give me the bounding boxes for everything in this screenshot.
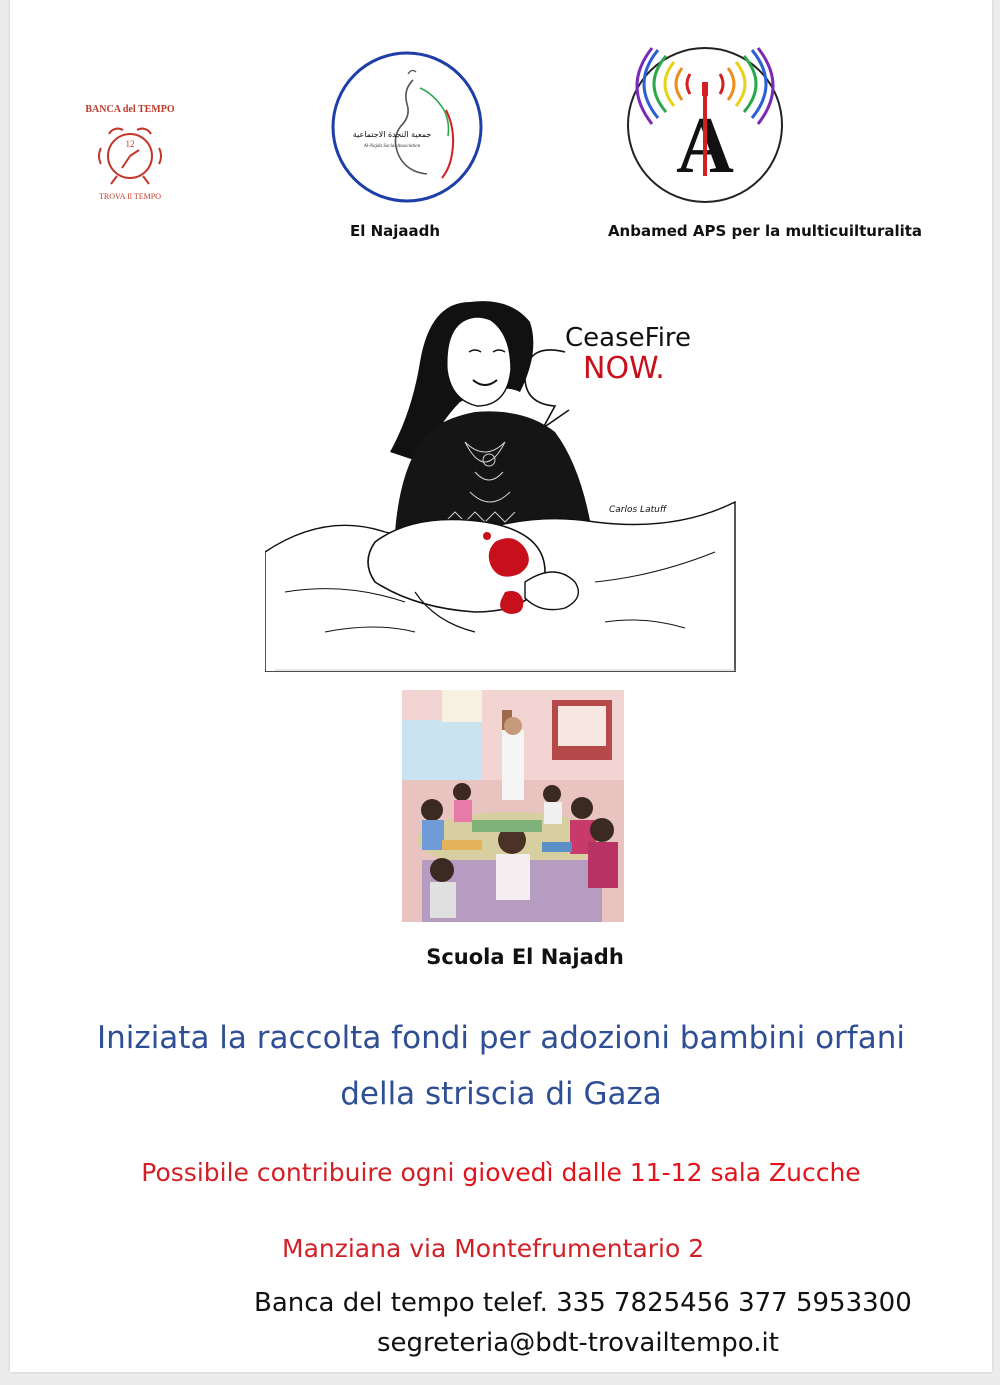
contribute-emphasis: giovedì dalle 11-12 sala Zucche	[462, 1158, 861, 1187]
phone-line: Banca del tempo telef. 335 7825456 377 5953300	[254, 1288, 912, 1318]
najaadh-emblem-icon	[328, 48, 486, 206]
anbamed-logo	[624, 44, 786, 206]
classroom-children-image	[402, 690, 624, 922]
anbamed-caption: Anbamed APS per la multicuilturalita	[607, 222, 923, 240]
email-line: segreteria@bdt-trovailtempo.it	[377, 1328, 779, 1358]
el-najaadh-logo	[328, 48, 486, 206]
address: Manziana via Montefrumentario 2	[282, 1234, 705, 1263]
ceasefire-cartoon	[265, 292, 740, 672]
logo-bottom-text: TROVA Il TEMPO	[99, 192, 161, 201]
headline-line1: Iniziata la raccolta fondi per adozioni bambini orfani	[97, 1020, 905, 1056]
anbamed-letter: A	[676, 102, 734, 190]
alarm-clock-icon	[95, 118, 165, 186]
contribute-line	[10, 1158, 992, 1187]
clock-number: 12	[125, 139, 135, 149]
mother-holding-child-illustration	[265, 292, 740, 672]
latin-name: Al-Najda Social Association	[363, 144, 421, 149]
headline-line2: della striscia di Gaza	[340, 1076, 662, 1112]
cartoon-signature: Carlos Latuff	[609, 505, 667, 515]
speech-line2: NOW.	[583, 351, 665, 386]
flyer-page	[10, 0, 992, 1372]
broadcast-tower-icon	[624, 44, 786, 206]
logo-top-text: BANCA del TEMPO	[85, 104, 175, 115]
banca-del-tempo-logo	[80, 104, 180, 204]
arabic-name: جمعية النجدة الاجتماعية	[352, 130, 432, 139]
el-najaadh-caption: El Najaadh	[349, 222, 441, 240]
speech-line1: CeaseFire	[565, 323, 692, 353]
photo-caption: Scuola El Najadh	[426, 945, 624, 969]
contribute-prefix: Possibile contribuire ogni	[141, 1158, 463, 1187]
school-photo	[402, 690, 624, 922]
